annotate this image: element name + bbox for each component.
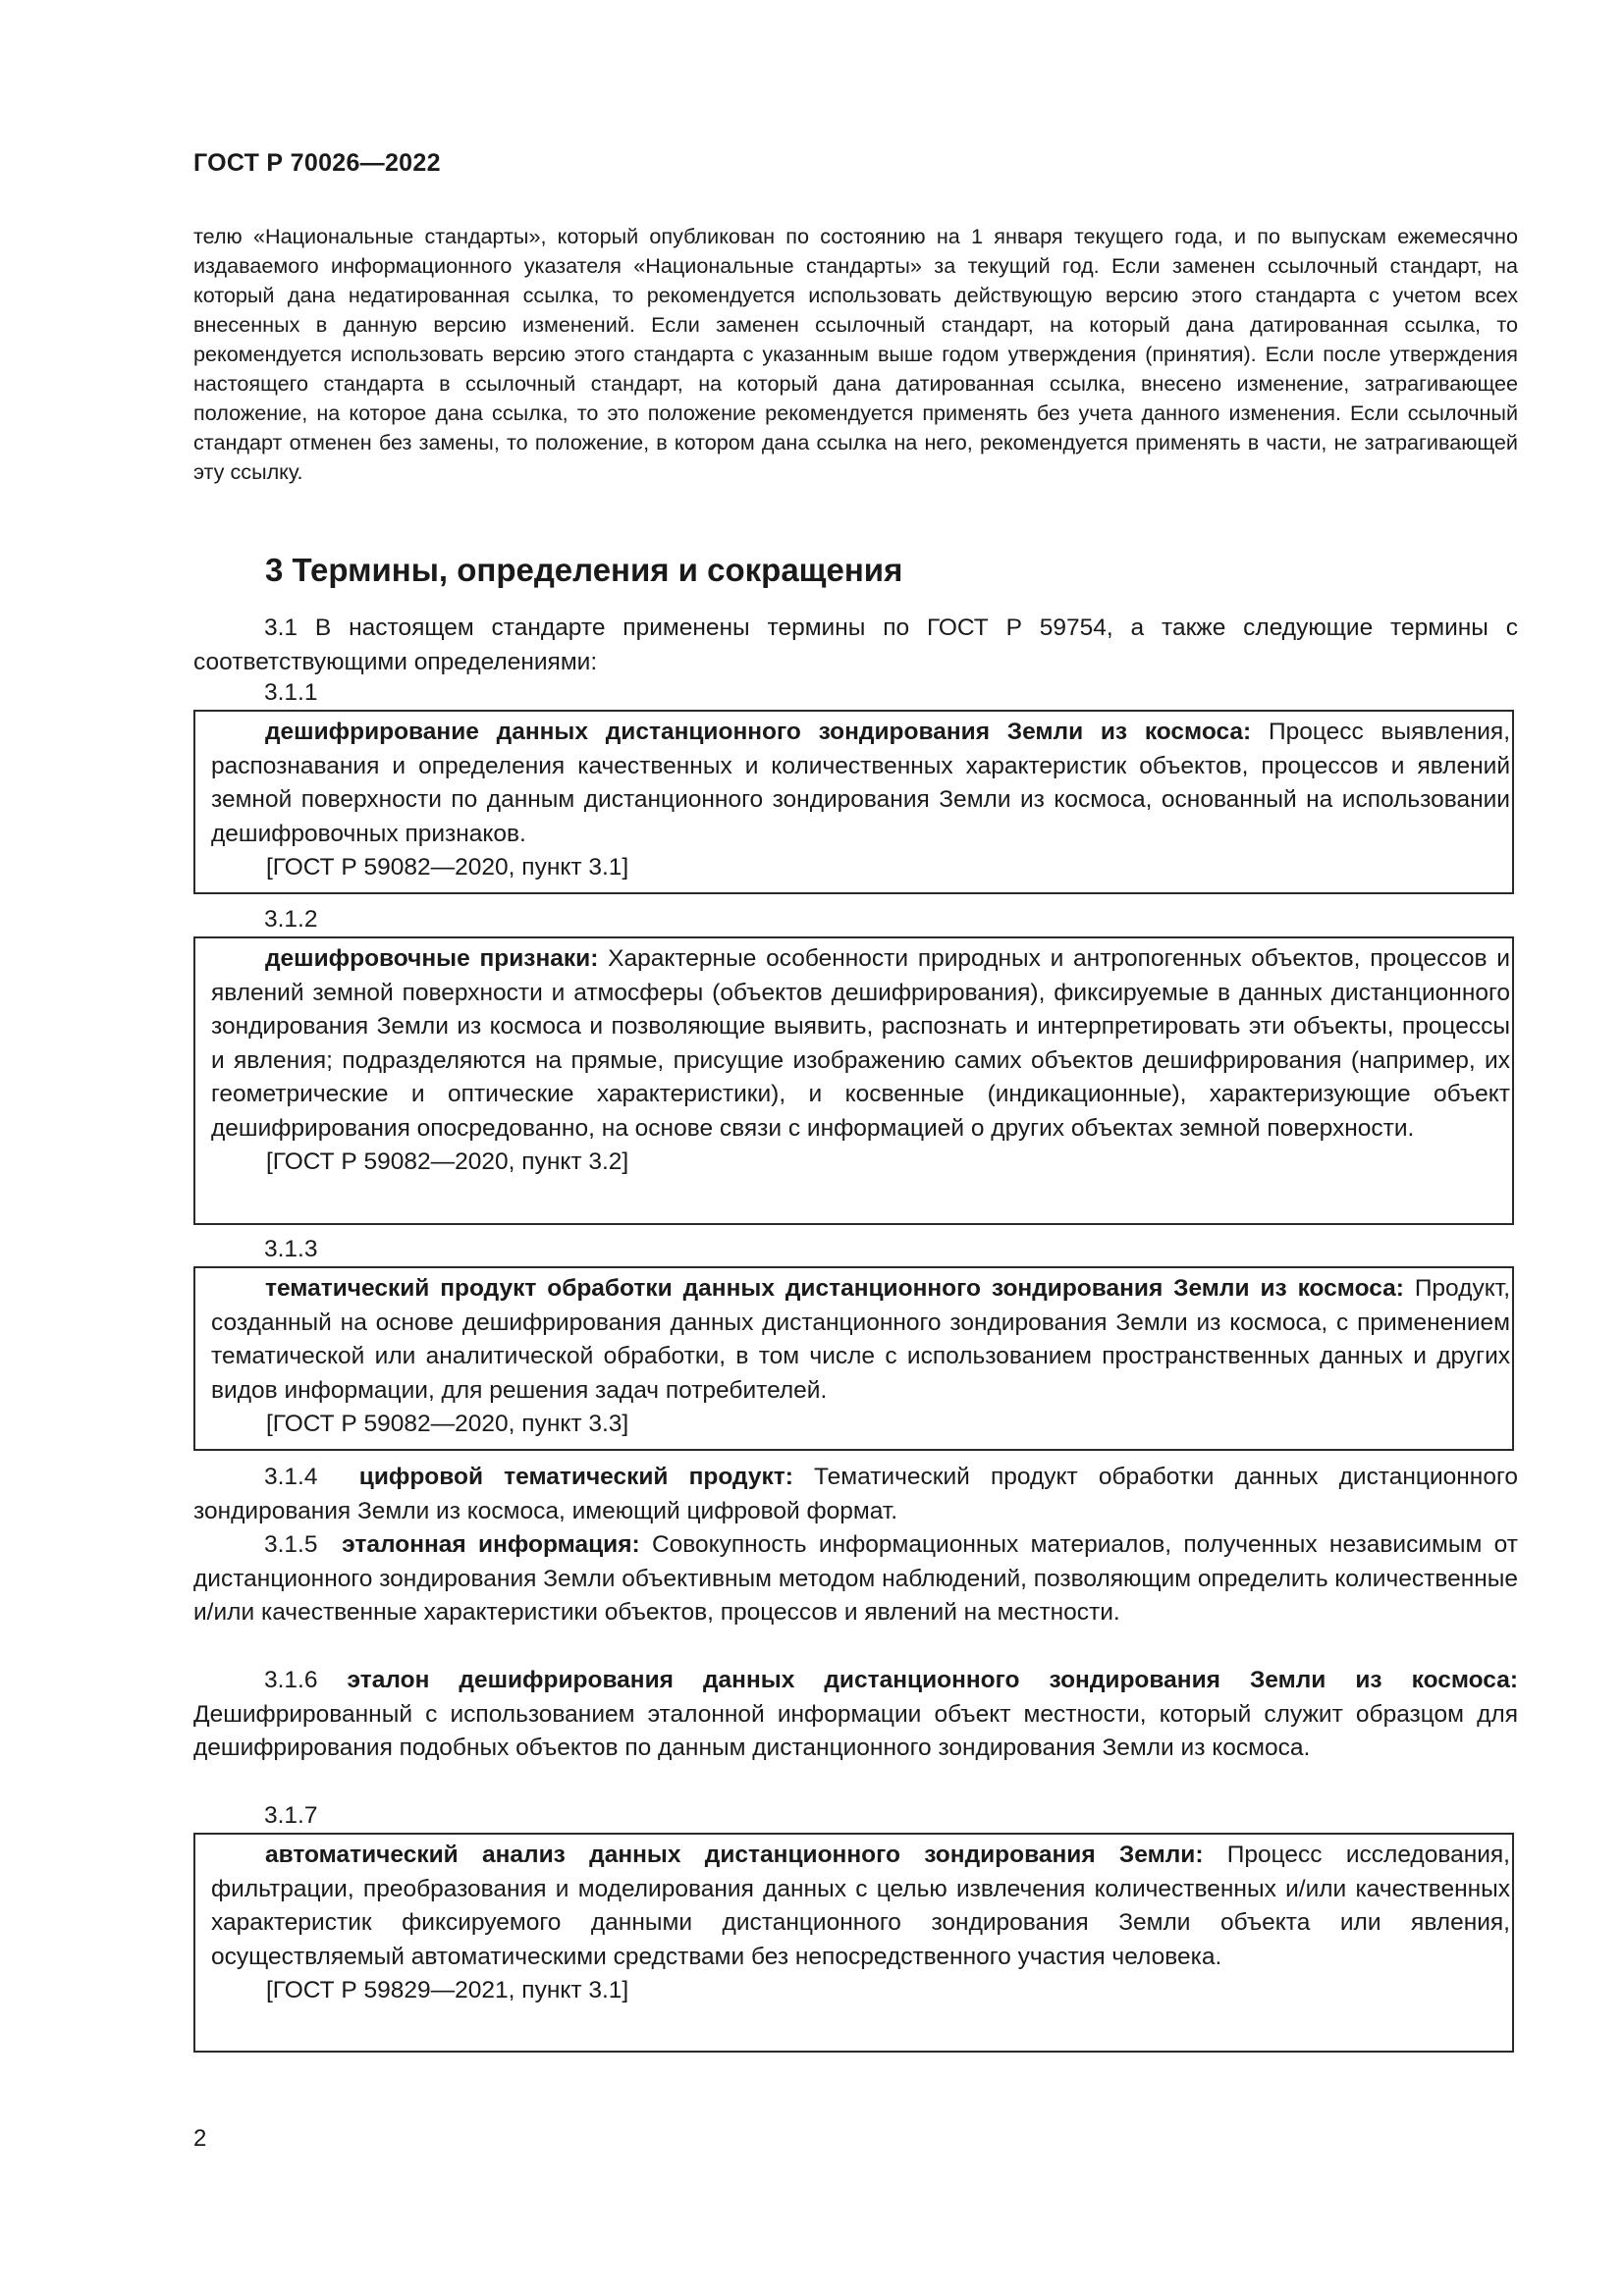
document-code-header: ГОСТ Р 70026—2022 xyxy=(193,149,441,177)
term-number: 3.1.1 xyxy=(264,679,318,706)
term-box-3-1-1 xyxy=(193,710,1514,894)
term-source: [ГОСТ Р 59082—2020, пункт 3.2] xyxy=(266,1148,629,1175)
definition-text: Совокупность информационных материалов, полученных независимым от дистанционного зондирования Земли объективным методом наблюдений, позволяющим определить количественные и/или качественные характеристики объектов, процессов и явлений на местности. xyxy=(193,1531,1518,1626)
term-name: эталон дешифрирования данных дистанционного зондирования Земли из космоса: xyxy=(347,1667,1518,1693)
term-name: автоматический анализ данных дистанционного зондирования Земли: xyxy=(265,1842,1204,1868)
paragraph-3-1-4 xyxy=(193,1461,1518,1528)
definition-text: Дешифрированный с использованием эталонной информации объект местности, который служит образцом для дешифрирования подобных объектов по данным дистанционного зондирования Земли из космоса. xyxy=(193,1700,1518,1761)
term-name: цифровой тематический продукт: xyxy=(358,1464,793,1490)
intro-paragraph: телю «Национальные стандарты», который опубликован по состоянию на 1 января текущего года, и по выпускам ежемесячно издаваемого информационного указателя «Национальные стандарты» за текущий год. Если заменен ссылочный стандарт, на который дана недатированная ссылка, то рекомендуется использовать действующую версию этого стандарта с учетом всех внесенных в данную версию изменений. Если заменен ссылочный стандарт, на который дана датированная ссылка, то рекомендуется использовать версию этого стандарта с указанным выше годом утверждения (принятия). Если после утверждения настоящего стандарта в ссылочный стандарт, на который дана датированная ссылка, внесено изменение, затрагивающее положение, на которое дана ссылка, то это положение рекомендуется применять без учета данного изменения. Если ссылочный стандарт отменен без замены, то положение, в котором дана ссылка на него, рекомендуется применять в части, не затрагивающей эту ссылку. xyxy=(193,224,1518,484)
term-number: 3.1.4 xyxy=(264,1464,318,1490)
paragraph-3-1-5 xyxy=(193,1528,1518,1630)
term-name: эталонная информация: xyxy=(342,1531,640,1558)
definition-text: Характерные особенности природных и антропогенных объектов, процессов и явлений земной поверхности и атмосферы (объектов дешифрирования), фиксируемые в данных дистанционного зондирования Земли из космоса и позволяющие выявить, распознать и интерпретировать эти объекты, процессы и явления; подразделяются на прямые, присущие изображению самих объектов дешифрирования (например, их геометрические и оптические характеристики), и косвенные (индикационные), характеризующие объект дешифрирования опосредованно, на основе связи с информацией о других объектах земной поверхности. xyxy=(211,945,1510,1142)
term-name: дешифрирование данных дистанционного зондирования Земли из космоса: xyxy=(265,719,1252,745)
term-number: 3.1.7 xyxy=(264,1802,318,1829)
term-number: 3.1.5 xyxy=(264,1531,318,1558)
term-number: 3.1.6 xyxy=(264,1667,318,1693)
term-name: тематический продукт обработки данных дистанционного зондирования Земли из космоса: xyxy=(265,1275,1404,1302)
definition-text: Процесс выявления, распознавания и определения качественных и количественных характеристик объектов, процессов и явлений земной поверхности по данным дистанционного зондирования Земли из космоса, основанный на использовании дешифровочных признаков. xyxy=(211,719,1510,847)
term-box-3-1-2 xyxy=(193,936,1514,1225)
section-title: 3 Термины, определения и сокращения xyxy=(265,552,903,588)
term-definition xyxy=(211,716,1510,851)
term-name: дешифровочные признаки: xyxy=(265,945,599,972)
term-definition xyxy=(211,1839,1510,1974)
term-source: [ГОСТ Р 59082—2020, пункт 3.1] xyxy=(266,854,629,881)
term-number: 3.1.3 xyxy=(264,1236,318,1262)
term-source: [ГОСТ Р 59082—2020, пункт 3.3] xyxy=(266,1411,629,1437)
term-box-3-1-7 xyxy=(193,1833,1514,2053)
definition-text: Тематический продукт обработки данных дистанционного зондирования Земли из космоса, имеющий цифровой формат. xyxy=(193,1464,1518,1524)
term-number: 3.1.2 xyxy=(264,906,318,933)
paragraph-3-1-6 xyxy=(193,1664,1518,1766)
definition-text: Процесс исследования, фильтрации, преобразования и моделирования данных с целью извлечения количественных и/или качественных характеристик фиксируемого данными дистанционного зондирования Земли объекта или явления, осуществляемый автоматическими средствами без непосредственного участия человека. xyxy=(211,1842,1510,1970)
term-definition xyxy=(211,1272,1510,1408)
definition-text: Продукт, созданный на основе дешифрирования данных дистанционного зондирования Земли из космоса, с применением тематической или аналитической обработки, в том числе с использованием пространственных данных и других видов информации, для решения задач потребителей. xyxy=(211,1275,1510,1404)
term-definition xyxy=(211,942,1510,1146)
page-number: 2 xyxy=(193,2125,207,2152)
term-source: [ГОСТ Р 59829—2021, пункт 3.1] xyxy=(266,1977,629,2003)
paragraph-3-1: 3.1 В настоящем стандарте применены термины по ГОСТ Р 59754, а также следующие термины с соответствующими определениями: xyxy=(193,614,1518,675)
term-box-3-1-3 xyxy=(193,1266,1514,1451)
